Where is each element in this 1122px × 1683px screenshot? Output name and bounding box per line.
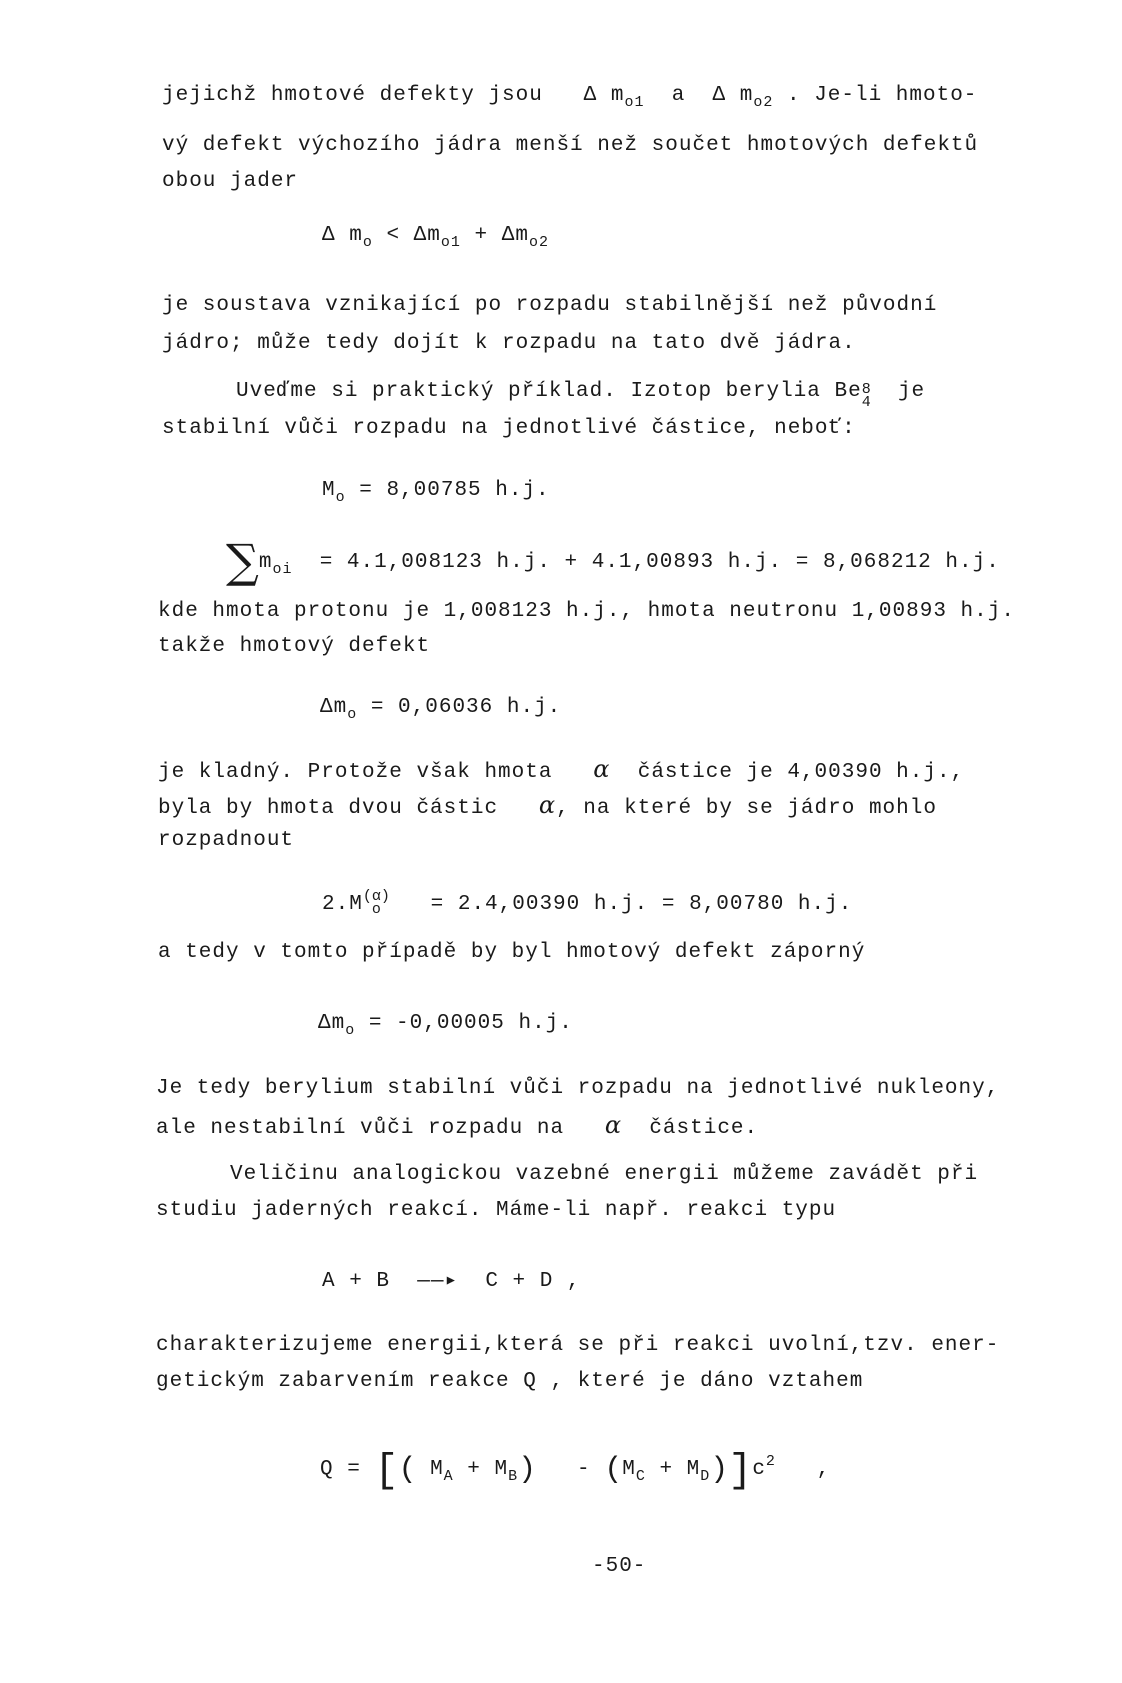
- equation-delta-mo-negative: $\Delta m_o = -0,00005$ h.j.: [318, 1012, 573, 1039]
- text-line: je kladný. Protože však hmota α částice je 4,00390 h.j.,: [158, 755, 965, 784]
- text-line: Veličinu analogickou vazebné energii můžeme zavádět při: [230, 1163, 979, 1186]
- equation-reaction-energy: Q = [( $M_A + M_B$) - $(M_C + M_D)]c^2$ ,: [320, 1449, 831, 1494]
- alpha-symbol: α: [538, 791, 557, 819]
- text-line: ale nestabilní vůči rozpadu na α částice.: [156, 1111, 759, 1140]
- alpha-symbol: α: [604, 1111, 623, 1139]
- equation-mo: $M_o = 8,00785$ h.j.: [322, 479, 550, 506]
- text-line: obou jader: [162, 170, 299, 193]
- equation-sum-moi: $\sum m_{oi} = 4.1,008123$ h.j. + 4.1,00893 h.j. = 8,068212 h.j.: [226, 534, 1000, 588]
- text-line: rozpadnout: [158, 829, 295, 852]
- equation-two-alpha-mass: 2.M (α) o = 2.4,00390 h.j. = 8,00780 h.j.: [322, 888, 853, 918]
- equation-delta-mo-positive: $\Delta m_o = 0,06036$ h.j.: [320, 696, 562, 723]
- math-delta-mo2: Δ $m_{o2}$: [712, 84, 774, 111]
- text-line: a tedy v tomto případě by byl hmotový defekt záporný: [158, 941, 866, 964]
- text-line: byla by hmota dvou částic α, na které by se jádro mohlo: [158, 791, 937, 820]
- alpha-symbol: α: [593, 755, 611, 783]
- text-line: Uveďme si praktický příklad. Izotop berylia Be 8 4 je: [236, 380, 926, 411]
- arrow-right-icon: ——▸: [417, 1270, 459, 1293]
- text-line: vý defekt výchozího jádra menší než součet hmotových defektů: [162, 134, 979, 157]
- text-line: kde hmota protonu je 1,008123 h.j., hmota neutronu 1,00893 h.j.: [158, 600, 1015, 623]
- text-line: takže hmotový defekt: [158, 635, 431, 658]
- equation-mass-defect-inequality: Δ $m_o < \Delta m_{o1} + \Delta m_{o2}$: [322, 224, 549, 251]
- text-line: getickým zabarvením reakce Q , které je dáno vztahem: [156, 1370, 864, 1393]
- text-line: stabilní vůči rozpadu na jednotlivé částice, neboť:: [162, 417, 856, 440]
- text-span: a: [671, 84, 686, 107]
- sigma-symbol: ∑: [226, 534, 259, 588]
- math-delta-mo1: Δ $m_{o1}$: [583, 84, 645, 111]
- text-line: [162, 82, 977, 117]
- text-line: je soustava vznikající po rozpadu stabilnější než původní: [162, 294, 938, 317]
- text-line: Je tedy berylium stabilní vůči rozpadu na jednotlivé nukleony,: [156, 1077, 1000, 1100]
- text-span: . Je-li hmoto-: [786, 84, 978, 107]
- page-number: -50-: [592, 1555, 647, 1578]
- text-line: jádro; může tedy dojít k rozpadu na tato dvě jádra.: [162, 332, 856, 355]
- text-line: charakterizujeme energii,která se při reakci uvolní,tzv. ener-: [156, 1334, 1000, 1357]
- text-span: jejichž hmotové defekty jsou: [162, 84, 543, 107]
- text-line: studiu jaderných reakcí. Máme-li např. reakci typu: [156, 1199, 837, 1222]
- isotope-be: Be 8 4: [834, 380, 871, 411]
- equation-reaction: A + B ——▸ C + D ,: [322, 1270, 581, 1293]
